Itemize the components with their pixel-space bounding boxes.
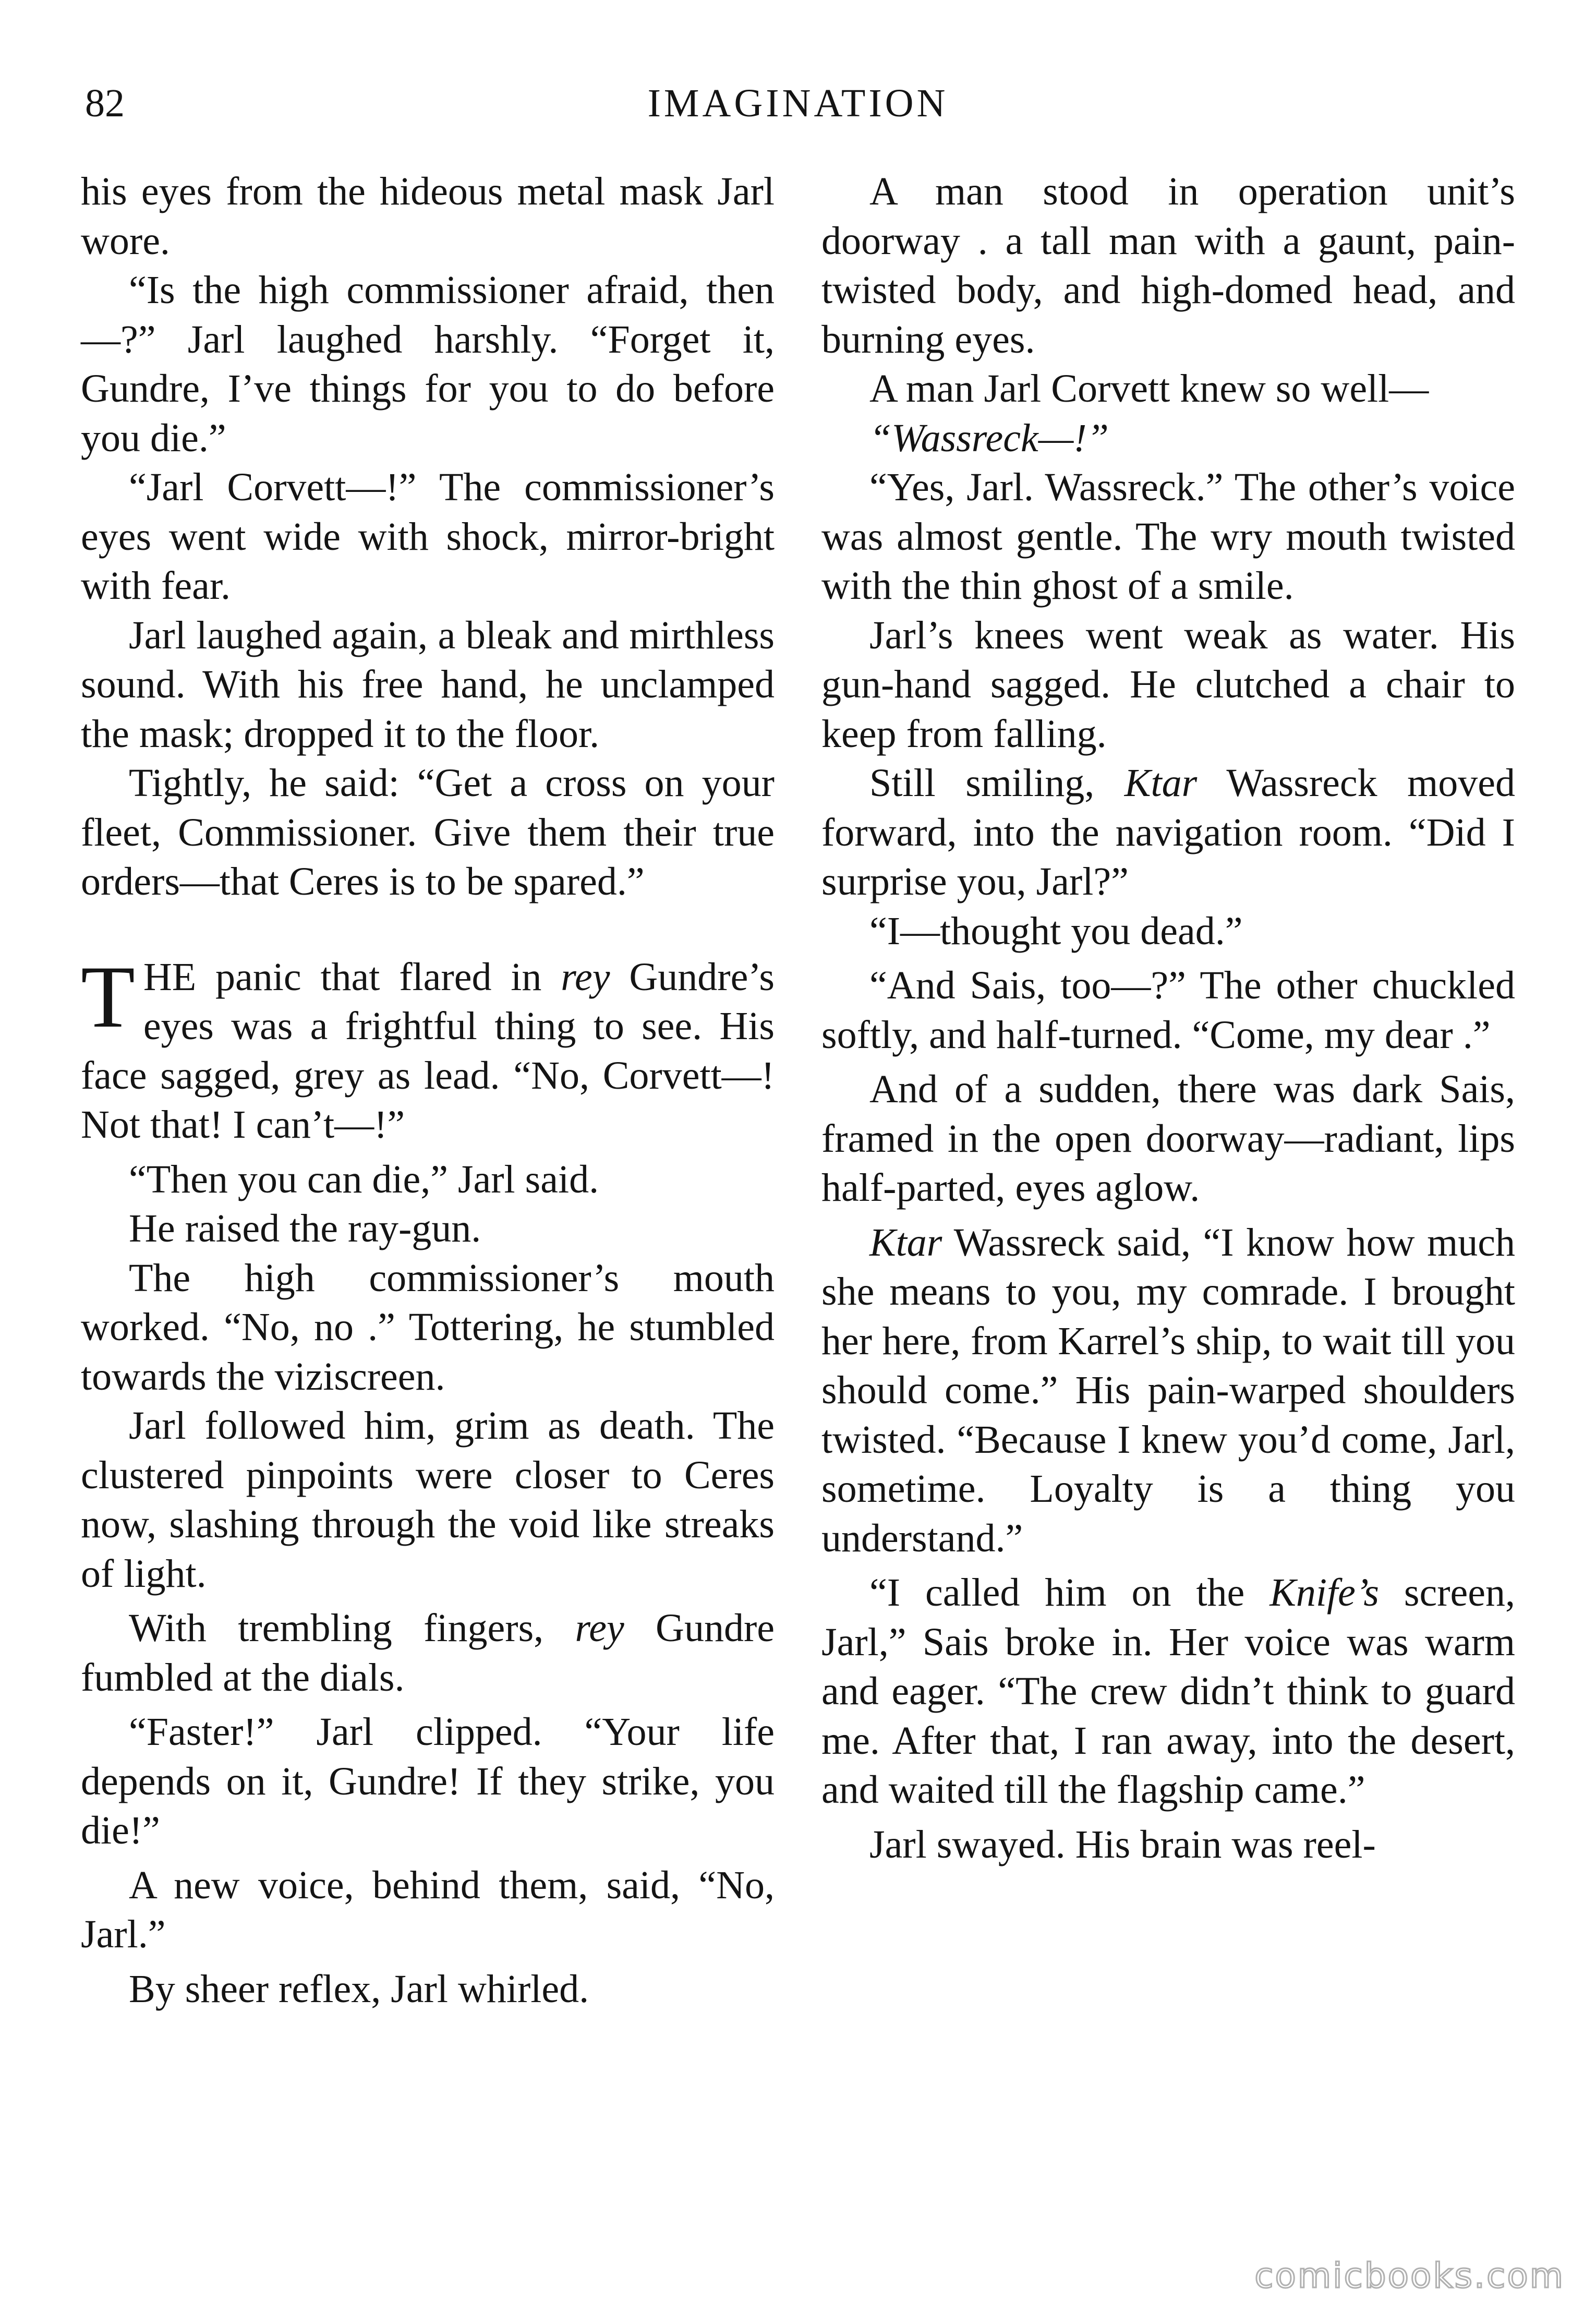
text-run: “I called him on the [869, 1571, 1270, 1615]
section-opening-paragraph [81, 947, 775, 1150]
text-run: With trembling fingers, [129, 1606, 575, 1650]
paragraph: Jarl swayed. His brain was reel- [869, 1822, 1376, 1866]
italic-text: rey [561, 955, 610, 999]
running-head: IMAGINATION [647, 81, 949, 125]
paragraph: Tightly, he said: “Get a cross on your fleet, Commissioner. Give them their true orders—that Ceres is to be spared.” [81, 761, 775, 903]
paragraph: And of a sudden, there was dark Sais, framed in the open doorway—radiant, lips half-parted, eyes aglow. [821, 1067, 1515, 1210]
page-number: 82 [85, 81, 125, 125]
left-column [81, 167, 775, 2014]
text-run: Gundre fumbled at the dials. [81, 1606, 775, 1700]
paragraph [81, 1604, 775, 1702]
drop-cap: T [81, 947, 135, 1046]
paragraph [821, 758, 1515, 907]
text-run: HE panic that flared in [143, 955, 561, 999]
italic-text: Ktar [869, 1220, 942, 1264]
paragraph: By sheer reflex, Jarl whirled. [129, 1967, 589, 2011]
paragraph [821, 1568, 1515, 1815]
text-run: Gundre’s eyes was a frightful thing to see. His face sagged, grey as lead. “No, Corvett—! Not that! I can’t—!” [81, 955, 775, 1147]
paragraph [821, 1218, 1515, 1563]
text-run: Wassreck said, “I know how much she means to you, my comrade. I brought her here, from Karrel’s ship, to wait till you should come.” His pain-warped shoulders twisted. “Because I knew you’d come, Jarl, sometime. Loyalty is a thing you understand.” [821, 1220, 1515, 1560]
paragraph: “Then you can die,” Jarl said. [129, 1157, 599, 1201]
paragraph: “And Sais, too—?” The other chuckled softly, and half-turned. “Come, my dear .” [821, 963, 1515, 1057]
italic-text: “Wassreck—!” [869, 416, 1109, 460]
paragraph: “I—thought you dead.” [869, 909, 1243, 953]
paragraph: The high commissioner’s mouth worked. “No, no .” Tottering, he stumbled towards the viziscreen. [81, 1256, 775, 1399]
paragraph: “Yes, Jarl. Wassreck.” The other’s voice was almost gentle. The wry mouth twisted with the thin ghost of a smile. [821, 465, 1515, 608]
text-run: screen, Jarl,” Sais broke in. Her voice was warm and eager. “The crew didn’t think to guard me. After that, I ran away, into the desert, and waited till the flagship came.” [821, 1571, 1516, 1812]
paragraph: A new voice, behind them, said, “No, Jarl.” [81, 1863, 775, 1956]
paragraph: He raised the ray-gun. [129, 1207, 481, 1250]
text-run: Wassreck moved forward, into the navigation room. “Did I surprise you, Jarl?” [821, 761, 1515, 903]
watermark: comicbooks.com [1254, 2256, 1565, 2296]
paragraph: his eyes from the hideous metal mask Jarl wore. [81, 170, 775, 263]
paragraph [821, 414, 1515, 463]
right-column [821, 167, 1515, 1869]
paragraph: “Jarl Corvett—!” The commissioner’s eyes went wide with shock, mirror-bright with fear. [81, 465, 775, 608]
paragraph: A man Jarl Corvett knew so well— [869, 367, 1429, 411]
paragraph: A man stood in operation unit’s doorway . a tall man with a gaunt, pain-twisted body, and high-domed head, and burning eyes. [821, 170, 1515, 362]
paragraph: “Faster!” Jarl clipped. “Your life depends on it, Gundre! If they strike, you die!” [81, 1710, 775, 1852]
italic-text: Ktar [1124, 761, 1198, 805]
paragraph: Jarl’s knees went weak as water. His gun-hand sagged. He clutched a chair to keep from falling. [821, 613, 1515, 756]
paragraph: Jarl followed him, grim as death. The clustered pinpoints were closer to Ceres now, slashing through the void like streaks of light. [81, 1404, 775, 1596]
text-run: Still smiling, [869, 761, 1125, 805]
italic-text: Knife’s [1269, 1571, 1379, 1615]
italic-text: rey [575, 1606, 624, 1650]
paragraph: Jarl laughed again, a bleak and mirthless sound. With his free hand, he unclamped the mask; dropped it to the floor. [81, 613, 775, 756]
paragraph: “Is the high commissioner afraid, then—?” Jarl laughed harshly. “Forget it, Gundre, I’ve things for you to do before you die.” [81, 268, 775, 460]
